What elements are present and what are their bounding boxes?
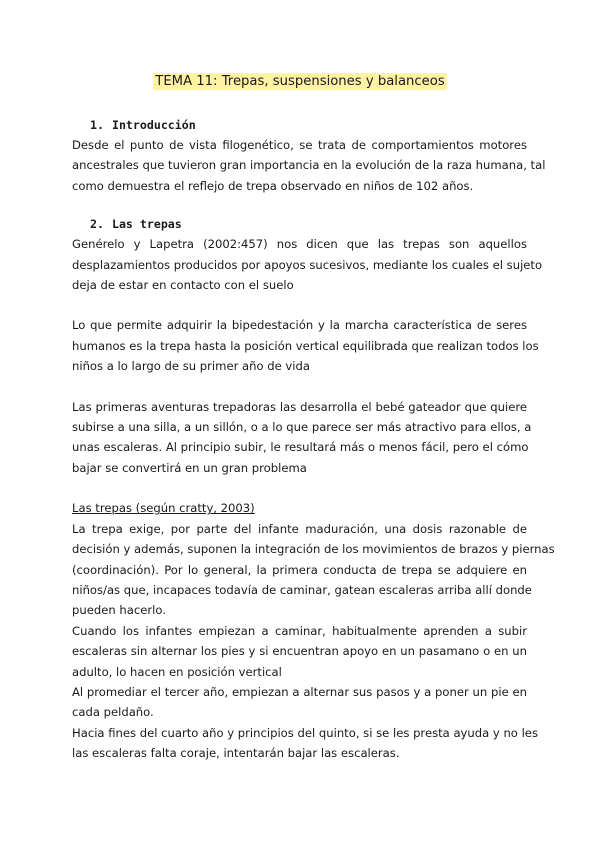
text-line: escaleras sin alternar los pies y si encuentran apoyo en un pasamano o en un [72, 644, 527, 659]
text-line: desplazamientos producidos por apoyos sucesivos, mediante los cuales el sujeto [72, 257, 543, 272]
text-line: (coordinación). Por lo general, la primera conducta de trepa se adquiere en [72, 562, 527, 577]
text-line: Hacia fines del cuarto año y principios del quinto, si se les presta ayuda y no les [72, 725, 538, 740]
text-line: cada peldaño. [72, 705, 154, 720]
text-line: bajar se convertirá en un gran problema [72, 460, 307, 475]
subsection-cratty [72, 498, 555, 763]
section-number: 2. [90, 217, 104, 232]
title-highlight: TEMA 11: Trepas, suspensiones y balanceos [155, 74, 445, 89]
document-title [0, 74, 600, 89]
text-line: Lo que permite adquirir la bipedestación y la marcha característica de seres [72, 318, 527, 333]
text-line: deja de estar en contacto con el suelo [72, 278, 294, 293]
text-line: ancestrales que tuvieron gran importancia en la evolución de la raza humana, tal [72, 158, 546, 173]
section-heading-introduccion [90, 115, 527, 135]
text-line: niños a lo largo de su primer año de vida [72, 359, 310, 374]
paragraph-aventuras-trepadoras [72, 397, 532, 479]
document-body [72, 115, 555, 764]
text-line: las escaleras falta coraje, intentarán bajar las escaleras. [72, 746, 400, 761]
section-heading-text: Introducción [111, 118, 196, 132]
text-line: Genérelo y Lapetra (2002:457) nos dicen que las trepas son aquellos [72, 237, 527, 252]
text-line: pueden hacerlo. [72, 603, 166, 618]
paragraph-bipedestacion [72, 315, 539, 376]
paragraph-definicion [72, 234, 543, 295]
text-line: decisión y además, suponen la integración de los movimientos de brazos y piernas [72, 542, 555, 557]
text-line: Desde el punto de vista filogenético, se trata de comportamientos motores [72, 138, 527, 152]
text-line: niños/as que, incapaces todavía de caminar, gatean escaleras arriba allí donde [72, 582, 532, 597]
text-line: Las primeras aventuras trepadoras las desarrolla el bebé gateador que quiere [72, 399, 527, 414]
paragraph-introduccion [72, 135, 546, 196]
text-line: humanos es la trepa hasta la posición vertical equilibrada que realizan todos los [72, 338, 539, 353]
subsection-heading: Las trepas (según cratty, 2003) [72, 501, 255, 516]
text-line: unas escaleras. Al principio subir, le resultará más o menos fácil, pero el cómo [72, 440, 529, 455]
text-line: Al promediar el tercer año, empiezan a alternar sus pasos y a poner un pie en [72, 684, 527, 699]
section-heading-las-trepas [90, 214, 527, 234]
text-line: como demuestra el reflejo de trepa observado en niños de 102 años. [72, 178, 474, 193]
text-line: La trepa exige, por parte del infante maduración, una dosis razonable de [72, 521, 527, 536]
section-heading-text: Las trepas [111, 217, 182, 232]
text-line: Cuando los infantes empiezan a caminar, habitualmente aprenden a subir [72, 623, 527, 638]
text-line: adulto, lo hacen en posición vertical [72, 664, 282, 679]
text-line: subirse a una silla, a un sillón, o a lo que parece ser más atractivo para ellos, a [72, 420, 532, 435]
section-number: 1. [90, 118, 104, 132]
